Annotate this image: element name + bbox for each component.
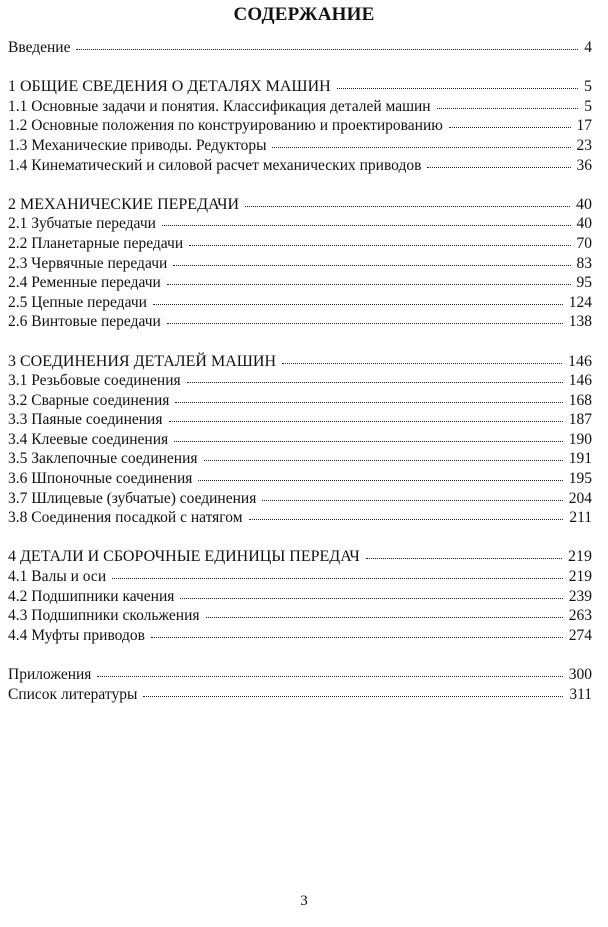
toc-entry-title: 3.1 Резьбовые соединения (8, 372, 181, 390)
toc-entry-title: 4.3 Подшипники скольжения (8, 607, 200, 625)
toc-entry-title: 2 МЕХАНИЧЕСКИЕ ПЕРЕДАЧИ (8, 195, 240, 213)
toc-entry-page: 211 (569, 509, 592, 527)
toc-entry-title: 4.4 Муфты приводов (8, 626, 145, 644)
page-number: 3 (300, 893, 308, 909)
toc-entry-page: 95 (576, 274, 592, 292)
dot-leader (169, 408, 563, 422)
dot-leader (337, 75, 578, 89)
dot-leader (206, 604, 563, 618)
toc-entry-page: 40 (576, 215, 592, 233)
dot-leader (143, 683, 563, 697)
toc-entry-page: 239 (568, 587, 592, 605)
toc-entry-page: 36 (576, 156, 592, 174)
toc-entry-page: 274 (568, 626, 592, 644)
toc-entry-page: 187 (568, 411, 592, 429)
toc-entry-title: 4.1 Валы и оси (8, 568, 107, 586)
dot-leader (112, 565, 563, 579)
toc-entry-page: 311 (569, 685, 592, 703)
toc-entry-title: 4 ДЕТАЛИ И СБОРОЧНЫЕ ЕДИНИЦЫ ПЕРЕДАЧ (8, 548, 360, 566)
toc-entry-title: 3.8 Соединения посадкой с натягом (8, 509, 243, 527)
toc-entry-page: 146 (568, 352, 592, 370)
toc-entry-title: 4.2 Подшипники качения (8, 587, 175, 605)
toc-entry-title: 2.3 Червячные передачи (8, 254, 168, 272)
toc-entry-page: 190 (568, 430, 592, 448)
toc-entry-page: 204 (568, 489, 592, 507)
dot-leader (449, 114, 571, 128)
toc-entry-page: 124 (568, 293, 592, 311)
dot-leader (437, 95, 579, 109)
dot-leader (76, 36, 578, 50)
toc-entry-title: 2.1 Зубчатые передачи (8, 215, 156, 233)
toc-entry-title: 3.5 Заклепочные соединения (8, 450, 198, 468)
toc-entry-page: 70 (576, 234, 592, 252)
toc-entry-title: 2.5 Цепные передачи (8, 293, 147, 311)
toc-entry-page: 263 (568, 607, 592, 625)
dot-leader (167, 310, 563, 324)
toc-entry-page: 300 (568, 666, 592, 683)
dot-leader (97, 663, 562, 677)
toc-entry-page: 168 (568, 391, 592, 409)
dot-leader (272, 134, 570, 148)
dot-leader (204, 447, 563, 461)
toc-entry-3-8 (8, 508, 592, 528)
dot-leader (167, 271, 571, 285)
toc-entry-page: 83 (576, 254, 592, 272)
toc-entry-title: 1.1 Основные задачи и понятия. Классификация деталей машин (8, 97, 431, 115)
toc-entry-title: 3.2 Сварные соединения (8, 391, 170, 409)
toc-entry-title: 2.2 Планетарные передачи (8, 234, 184, 252)
toc-entry-title: 3.3 Паяные соединения (8, 411, 163, 429)
toc-entry-title: 2.4 Ременные передачи (8, 274, 161, 292)
toc-entry-references (8, 685, 592, 705)
dot-leader (153, 291, 563, 305)
toc-entry-title: 3.7 Шлицевые (зубчатые) соединения (8, 489, 257, 507)
toc-entry-page: 17 (576, 117, 592, 135)
toc-entry-title: 1 ОБЩИЕ СВЕДЕНИЯ О ДЕТАЛЯХ МАШИН (8, 78, 331, 96)
dot-leader (262, 487, 562, 501)
toc-entry-title: 3 СОЕДИНЕНИЯ ДЕТАЛЕЙ МАШИН (8, 352, 277, 370)
toc-entry-page: 23 (576, 136, 592, 154)
toc-entry-4-4 (8, 626, 592, 646)
dot-leader (249, 506, 564, 520)
toc-entry-title: 1.2 Основные положения по конструированию и проектированию (8, 117, 443, 135)
toc-entry-page: 5 (584, 78, 592, 96)
toc-entry-title: 1.3 Механические приводы. Редукторы (8, 136, 267, 154)
toc-entry-title: Приложения (8, 666, 92, 683)
dot-leader (198, 467, 562, 481)
dot-leader (175, 389, 562, 403)
dot-leader (151, 624, 563, 638)
toc-entry-page: 5 (584, 97, 592, 115)
toc-entry-introduction (8, 38, 592, 58)
dot-leader (245, 193, 570, 207)
dot-leader (187, 369, 563, 383)
dot-leader (366, 545, 562, 559)
toc-entry-page: 219 (568, 568, 592, 586)
toc-entry-page: 138 (568, 313, 592, 331)
toc-entry-page: 191 (568, 450, 592, 468)
toc-entry-page: 219 (568, 548, 592, 566)
dot-leader (189, 232, 570, 246)
toc-entry-title: 3.6 Шпоночные соединения (8, 470, 193, 488)
dot-leader (173, 252, 570, 266)
toc-entry-title: Введение (8, 39, 71, 56)
toc-entry-page: 40 (576, 195, 592, 213)
dot-leader (427, 154, 570, 168)
toc-entry-1-4 (8, 156, 592, 176)
dot-leader (162, 212, 571, 226)
toc-entry-title: 3.4 Клеевые соединения (8, 430, 169, 448)
dot-leader (174, 428, 563, 442)
dot-leader (180, 585, 562, 599)
page-title: СОДЕРЖАНИЕ (233, 4, 375, 25)
table-of-contents (8, 38, 592, 704)
toc-entry-title: 1.4 Кинематический и силовой расчет механических приводов (8, 156, 422, 174)
toc-entry-title: 2.6 Винтовые передачи (8, 313, 161, 331)
dot-leader (282, 350, 562, 364)
toc-entry-2-6 (8, 312, 592, 332)
toc-entry-title: Список литературы (8, 685, 138, 703)
toc-entry-page: 146 (568, 372, 592, 390)
toc-entry-page: 4 (584, 39, 592, 56)
toc-entry-page: 195 (568, 470, 592, 488)
